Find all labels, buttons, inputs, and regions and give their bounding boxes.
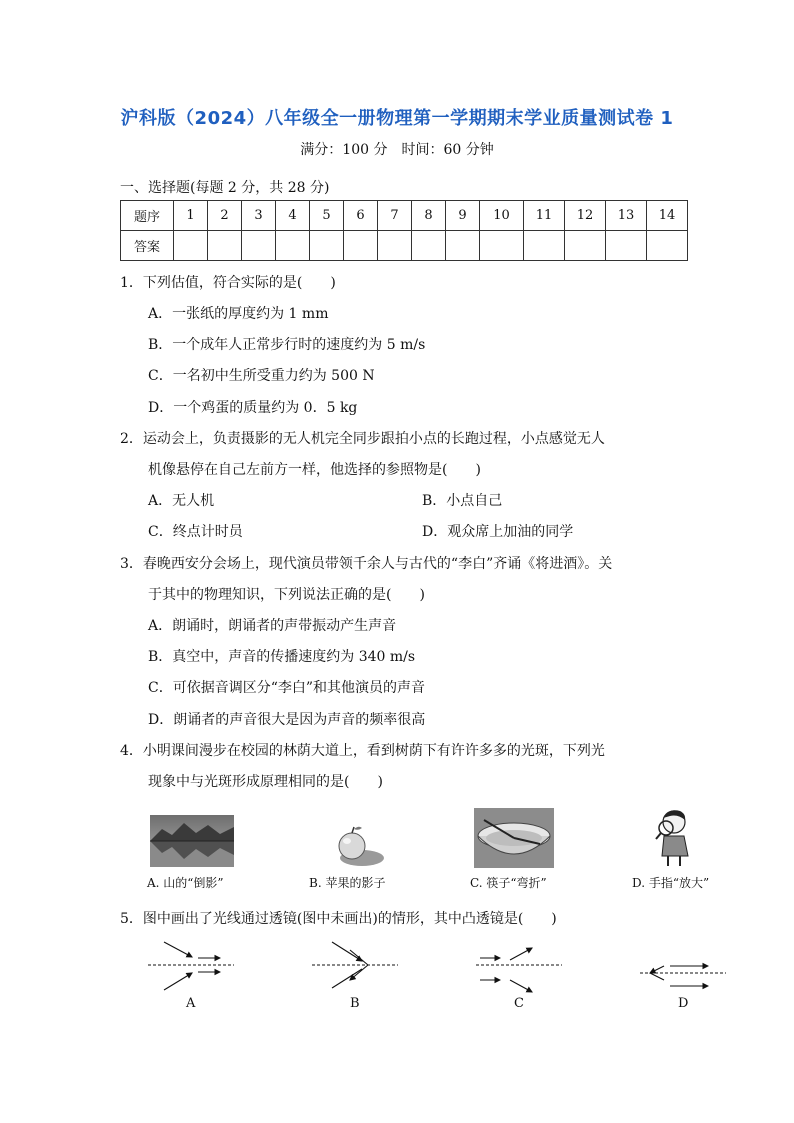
q3-option-d[interactable]: D．朗诵者的声音很大是因为声音的频率很高 [148, 712, 426, 728]
q5-label-d: D [678, 996, 689, 1011]
question-number-cell: 14 [647, 201, 688, 231]
answer-cell[interactable] [378, 231, 412, 261]
q1-option-c[interactable]: C．一名初中生所受重力约为 500 N [148, 368, 375, 384]
mountain-reflection-photo[interactable] [150, 815, 234, 867]
question-number-cell: 12 [565, 201, 606, 231]
answer-cell[interactable] [310, 231, 344, 261]
q1-option-d[interactable]: D．一个鸡蛋的质量约为 0．5 kg [148, 400, 358, 416]
answer-cell[interactable] [480, 231, 524, 261]
q2-option-c[interactable]: C．终点计时员 [148, 524, 243, 540]
table-header-cell: 题序 [121, 201, 174, 231]
q2-option-d[interactable]: D．观众席上加油的同学 [422, 524, 574, 540]
answer-cell[interactable] [242, 231, 276, 261]
q3-stem-line1: 3．春晚西安分会场上，现代演员带领千余人与古代的“李白”齐诵《将进酒》。关 [120, 556, 613, 572]
q5-diagram-b[interactable] [312, 936, 398, 994]
q1-stem: 1．下列估值，符合实际的是( ) [120, 275, 336, 291]
q2-stem-line1: 2．运动会上，负责摄影的无人机完全同步跟拍小点的长跑过程，小点感觉无人 [120, 431, 605, 447]
answer-cell[interactable] [606, 231, 647, 261]
q1-option-a[interactable]: A．一张纸的厚度约为 1 mm [148, 306, 329, 322]
question-number-cell: 1 [174, 201, 208, 231]
question-number-cell: 5 [310, 201, 344, 231]
q5-label-c: C [514, 996, 524, 1011]
q4-caption-d: D. 手指“放大” [632, 876, 710, 890]
exam-title: 沪科版（2024）八年级全一册物理第一学期期末学业质量测试卷 1 [120, 108, 674, 129]
q5-label-a: A [186, 996, 196, 1011]
q2-stem-line2: 机像悬停在自己左前方一样，他选择的参照物是( ) [148, 462, 481, 478]
q4-caption-a: A. 山的“倒影” [147, 876, 224, 890]
q5-stem: 5．图中画出了光线通过透镜(图中未画出)的情形，其中凸透镜是( ) [120, 911, 557, 927]
table-header-cell: 答案 [121, 231, 174, 261]
question-number-cell: 8 [412, 201, 446, 231]
q3-stem-line2: 于其中的物理知识，下列说法正确的是( ) [148, 587, 425, 603]
q2-option-a[interactable]: A．无人机 [148, 493, 215, 509]
q3-option-c[interactable]: C．可依据音调区分“李白”和其他演员的声音 [148, 680, 426, 696]
answer-cell[interactable] [276, 231, 310, 261]
question-number-cell: 7 [378, 201, 412, 231]
q1-option-b[interactable]: B．一个成年人正常步行时的速度约为 5 m/s [148, 337, 426, 353]
answer-cell[interactable] [446, 231, 480, 261]
q5-diagram-d[interactable] [640, 936, 726, 994]
q4-stem-line2: 现象中与光斑形成原理相同的是( ) [148, 774, 383, 790]
exam-subtitle: 满分：100 分 时间：60 分钟 [300, 142, 494, 158]
answer-cell[interactable] [524, 231, 565, 261]
chopsticks-bowl-photo[interactable] [474, 808, 554, 868]
magnifier-boy-drawing[interactable] [648, 806, 704, 868]
question-number-cell: 6 [344, 201, 378, 231]
answer-cell[interactable] [412, 231, 446, 261]
answer-cell[interactable] [647, 231, 688, 261]
answer-table-number-row [121, 201, 688, 231]
question-number-cell: 3 [242, 201, 276, 231]
answer-table [120, 200, 688, 261]
answer-cell[interactable] [208, 231, 242, 261]
question-number-cell: 10 [480, 201, 524, 231]
apple-shadow-image[interactable] [326, 818, 386, 870]
answer-cell[interactable] [344, 231, 378, 261]
q4-caption-c: C. 筷子“弯折” [470, 876, 547, 890]
q2-option-b[interactable]: B．小点自己 [422, 493, 503, 509]
answer-cell[interactable] [174, 231, 208, 261]
answer-table-answer-row [121, 231, 688, 261]
question-number-cell: 11 [524, 201, 565, 231]
q4-stem-line1: 4．小明课间漫步在校园的林荫大道上，看到树荫下有许许多多的光斑，下列光 [120, 743, 605, 759]
question-number-cell: 4 [276, 201, 310, 231]
question-number-cell: 9 [446, 201, 480, 231]
question-number-cell: 2 [208, 201, 242, 231]
q3-option-b[interactable]: B．真空中，声音的传播速度约为 340 m/s [148, 649, 416, 665]
section-heading: 一、选择题(每题 2 分，共 28 分) [120, 180, 330, 196]
q5-diagram-c[interactable] [476, 936, 562, 994]
q4-caption-b: B. 苹果的影子 [309, 876, 386, 890]
q3-option-a[interactable]: A．朗诵时，朗诵者的声带振动产生声音 [148, 618, 397, 634]
answer-cell[interactable] [565, 231, 606, 261]
q5-diagram-a[interactable] [148, 936, 234, 994]
question-number-cell: 13 [606, 201, 647, 231]
q5-label-b: B [350, 996, 360, 1011]
